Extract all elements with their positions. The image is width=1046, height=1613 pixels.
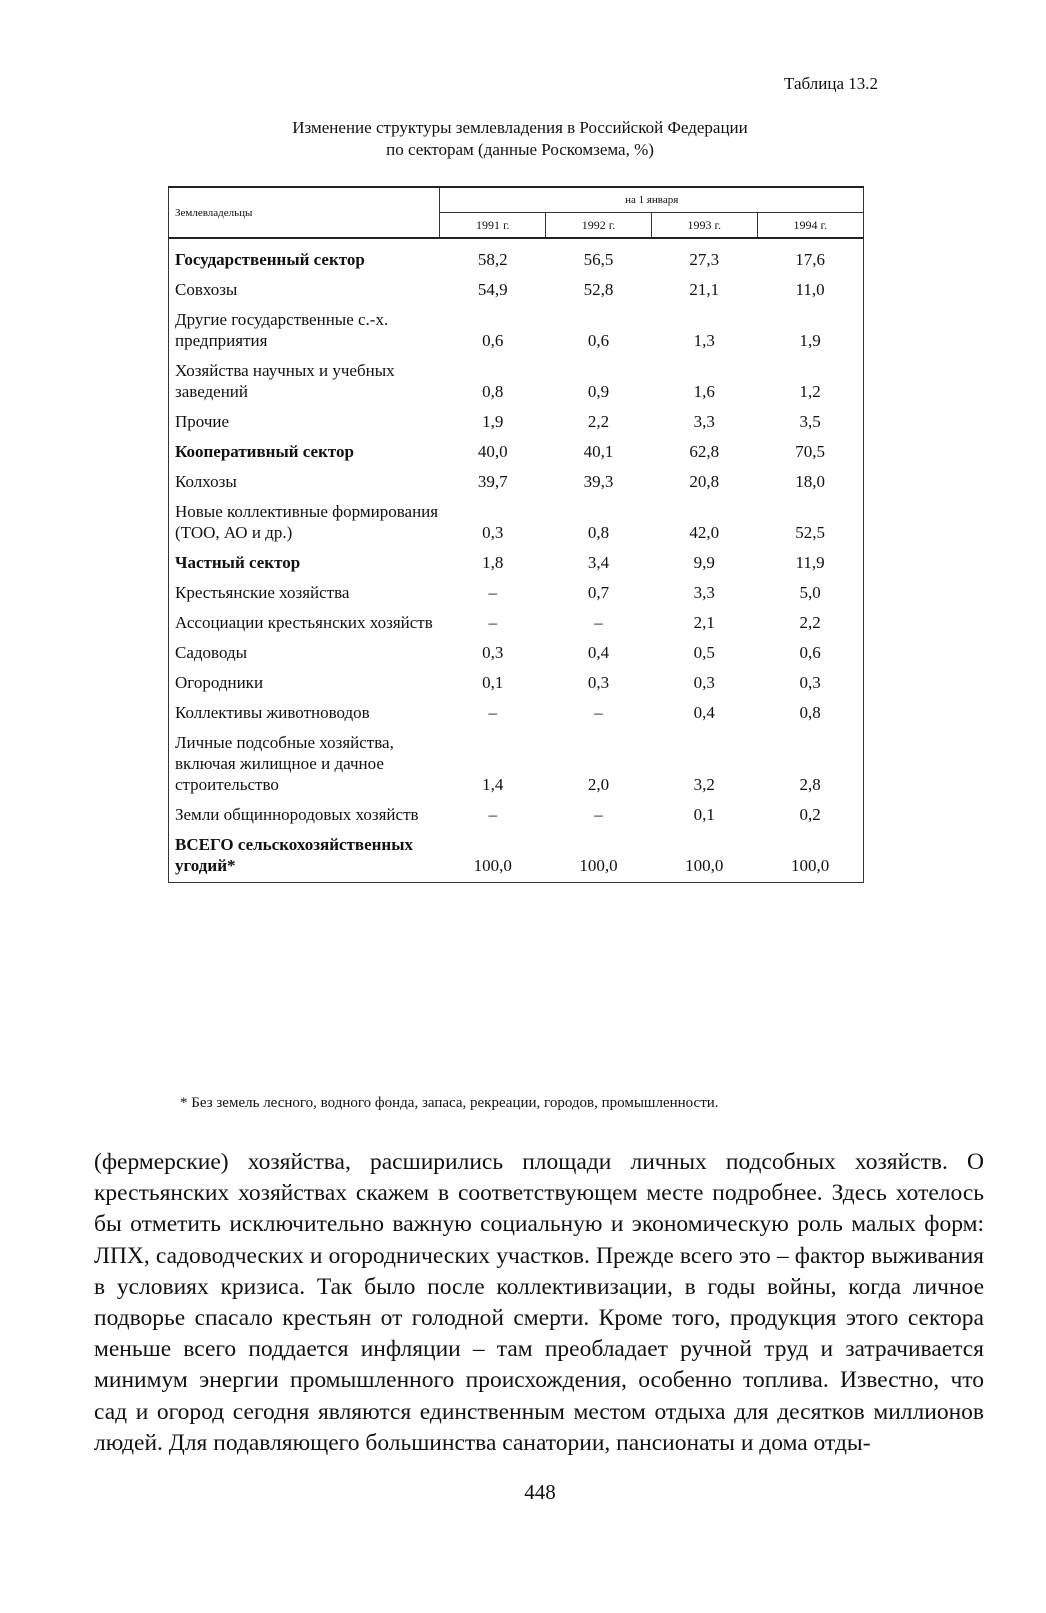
row-value: – (594, 613, 603, 632)
table-row (169, 549, 864, 579)
row-label: Земли общиннородовых хозяйств (175, 805, 419, 824)
row-label: Садоводы (175, 643, 248, 662)
row-value: 20,8 (689, 472, 720, 491)
row-value: 11,9 (795, 553, 825, 572)
row-value: 21,1 (689, 280, 720, 299)
table-row (169, 831, 864, 883)
row-value: 58,2 (477, 250, 508, 269)
row-label: Колхозы (175, 472, 237, 491)
row-value: 0,1 (693, 805, 715, 824)
row-value: 2,8 (799, 775, 821, 794)
row-value: 0,9 (587, 382, 610, 401)
row-value: 27,3 (689, 250, 720, 269)
caption-line-2: по секторам (данные Роскомзема, %) (386, 140, 654, 159)
row-value: 0,8 (799, 703, 821, 722)
table-body (169, 238, 864, 883)
row-value: 0,3 (482, 643, 504, 662)
row-value: 17,6 (795, 250, 825, 269)
row-value: 3,3 (693, 583, 715, 602)
row-value: 0,4 (693, 703, 715, 722)
row-value: 2,2 (587, 412, 610, 431)
row-label: Коллективы животноводов (175, 703, 370, 722)
row-value: 5,0 (799, 583, 821, 602)
row-value: 9,9 (693, 553, 715, 572)
row-label: Личные подсобные хозяйства, включая жилищное и дачное строительство (175, 733, 394, 794)
table-row (169, 699, 864, 729)
row-value: 11,0 (795, 280, 825, 299)
year-header: 1994 г. (757, 213, 863, 239)
table-row (169, 408, 864, 438)
row-label: Совхозы (175, 280, 238, 299)
date-column-header: на 1 января (440, 187, 864, 213)
row-value: 1,6 (693, 382, 715, 401)
table-row (169, 609, 864, 639)
row-value: 52,8 (583, 280, 614, 299)
row-value: 1,9 (482, 412, 504, 431)
row-label: Крестьянские хозяйства (175, 583, 350, 602)
year-header: 1992 г. (546, 213, 652, 239)
row-value: 1,3 (693, 331, 715, 350)
row-value: 42,0 (689, 523, 720, 542)
row-value: 40,0 (477, 442, 508, 461)
row-value: 70,5 (795, 442, 825, 461)
land-ownership-table (168, 186, 864, 883)
row-value: 1,9 (799, 331, 821, 350)
table-row (169, 498, 864, 549)
page-number: 448 (524, 1480, 556, 1504)
table-row (169, 729, 864, 801)
row-label: Кооперативный сектор (175, 442, 354, 461)
row-value: 100,0 (685, 856, 724, 875)
row-value: 3,2 (693, 775, 715, 794)
row-value: 100,0 (473, 856, 512, 875)
paragraph-text: (фермерские) хозяйства, расширились площади личных подсобных хозяйств. О крестьянских хозяйствах скажем в соответствующем месте подробнее. Здесь хотелось бы отметить исключительно важную социальную и экономическую роль малых форм: ЛПХ, садоводческих и огороднических участков. Прежде всего это – фактор выживания в условиях кризиса. Так было после коллективизации, в годы войны, когда личное подворье спасало крестьян от голодной смерти. Кроме того, продукция этого сектора меньше всего поддается инфляции – там преобладает ручной труд и затрачивается минимум энергии промышленного происхождения, особенно топлива. Известно, что сад и огород сегодня являются единственным местом отдыха для десятков миллионов людей. Для подавляющего большинства санатории, пансионаты и дома отды- (94, 1149, 984, 1456)
row-value: 1,8 (482, 553, 504, 572)
row-label: Другие государственные с.-х. предприятия (175, 310, 389, 350)
row-value: 39,3 (583, 472, 614, 491)
table-row (169, 639, 864, 669)
table-footnote: * Без земель лесного, водного фонда, запаса, рекреации, городов, промышленности. (180, 1095, 719, 1111)
table-label: Таблица 13.2 (784, 74, 878, 93)
row-value: 39,7 (477, 472, 508, 491)
row-value: 0,6 (482, 331, 504, 350)
table-row (169, 306, 864, 357)
row-value: 2,2 (799, 613, 821, 632)
row-value: 0,3 (587, 673, 610, 692)
row-value: 0,3 (482, 523, 504, 542)
row-value: 0,4 (587, 643, 610, 662)
row-value: – (488, 703, 497, 722)
row-value: 1,2 (799, 382, 821, 401)
row-value: 18,0 (795, 472, 825, 491)
row-value: 0,2 (799, 805, 821, 824)
row-value: 0,8 (587, 523, 610, 542)
row-value: – (488, 583, 497, 602)
row-label: Новые коллективные формирования (ТОО, АО и др.) (175, 502, 439, 542)
table-row (169, 669, 864, 699)
row-label: ВСЕГО сельскохозяйственных угодий* (175, 835, 413, 875)
row-value: 40,1 (583, 442, 614, 461)
table-row (169, 801, 864, 831)
row-value: 54,9 (477, 280, 508, 299)
row-value: 100,0 (579, 856, 618, 875)
row-value: 100,0 (790, 856, 830, 875)
row-value: 0,6 (587, 331, 610, 350)
table-row (169, 238, 864, 276)
row-value: – (594, 703, 603, 722)
year-header: 1991 г. (440, 213, 546, 239)
table-row (169, 579, 864, 609)
body-paragraph (94, 1147, 984, 1459)
row-value: 0,5 (693, 643, 715, 662)
row-label: Прочие (175, 412, 230, 431)
table-caption (170, 117, 870, 161)
row-value: 3,5 (799, 412, 821, 431)
row-value: 3,3 (693, 412, 715, 431)
table-row (169, 468, 864, 498)
row-value: 0,6 (799, 643, 821, 662)
table-row (169, 276, 864, 306)
row-value: 2,1 (693, 613, 715, 632)
row-value: 0,3 (799, 673, 821, 692)
row-label: Ассоциации крестьянских хозяйств (175, 613, 433, 632)
row-value: 2,0 (587, 775, 610, 794)
row-value: – (488, 613, 497, 632)
row-value: 52,5 (795, 523, 825, 542)
row-value: – (594, 805, 603, 824)
owner-column-header: Землевладельцы (169, 187, 440, 238)
row-value: 0,7 (587, 583, 610, 602)
row-value: – (488, 805, 497, 824)
row-label: Огородники (175, 673, 264, 692)
year-header: 1993 г. (651, 213, 757, 239)
caption-line-1: Изменение структуры землевладения в Российской Федерации (292, 118, 748, 137)
row-label: Государственный сектор (175, 250, 365, 269)
row-value: 0,3 (693, 673, 715, 692)
row-label: Частный сектор (175, 553, 301, 572)
row-value: 3,4 (587, 553, 610, 572)
row-value: 0,1 (482, 673, 504, 692)
row-value: 1,4 (482, 775, 504, 794)
table-row (169, 357, 864, 408)
table-row (169, 438, 864, 468)
row-value: 56,5 (583, 250, 614, 269)
row-label: Хозяйства научных и учебных заведений (175, 361, 395, 401)
row-value: 62,8 (689, 442, 720, 461)
row-value: 0,8 (482, 382, 504, 401)
